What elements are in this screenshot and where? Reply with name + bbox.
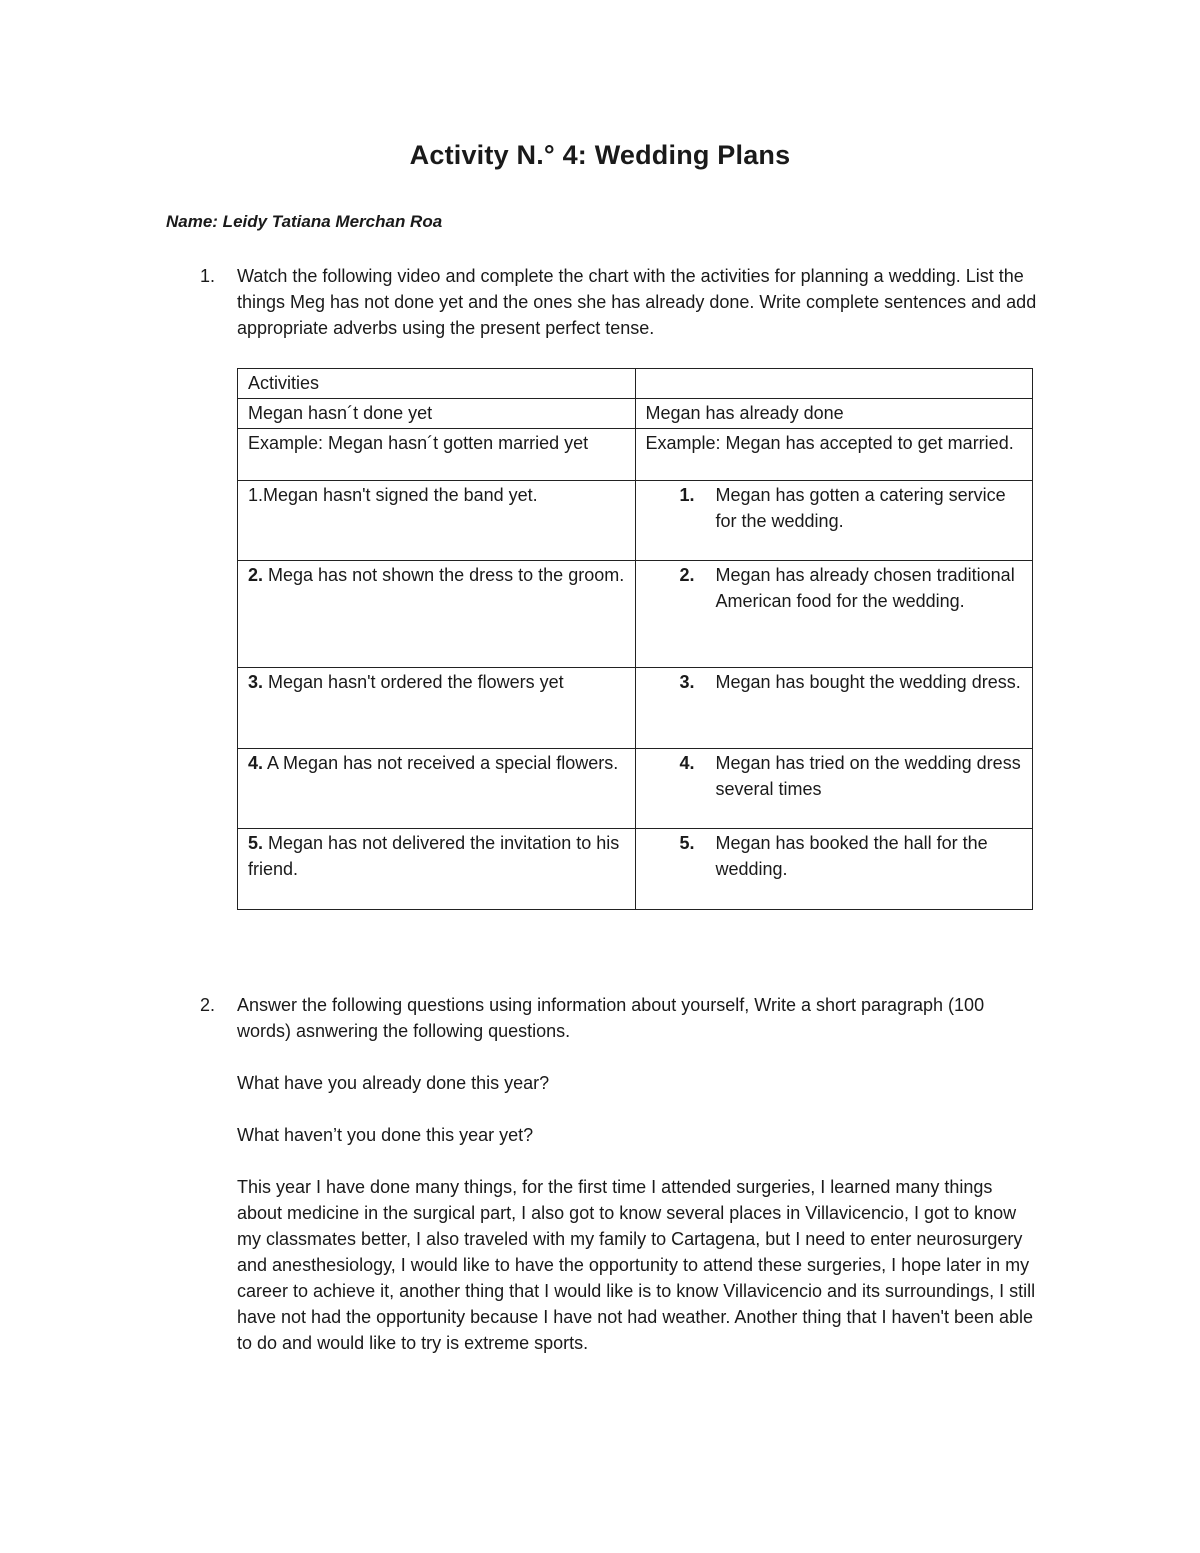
question-1 (200, 263, 1040, 341)
question-1-text: Watch the following video and complete the chart with the activities for planning a wedding. List the things Meg has not done yet and the ones she has already done. Write complete sentences and add appropriate adverbs using the present perfect tense. (237, 266, 1037, 338)
right-text: Megan has booked the hall for the wedding. (715, 833, 988, 879)
table-header-row (238, 369, 1033, 399)
right-number: 2. (679, 565, 695, 585)
table-header-cell: Activities (238, 369, 636, 399)
right-cell (635, 829, 1033, 910)
right-number: 5. (679, 833, 695, 853)
table-example-row (238, 429, 1033, 481)
right-number: 4. (679, 753, 695, 773)
right-cell (635, 749, 1033, 829)
left-text: 1.Megan hasn't signed the band yet. (248, 485, 538, 505)
student-name: Name: Leidy Tatiana Merchan Roa (166, 212, 443, 231)
left-number: 4. (248, 753, 264, 773)
left-number: 5. (248, 833, 264, 853)
right-text: Megan has tried on the wedding dress several times (715, 753, 1021, 799)
right-number: 3. (679, 672, 695, 692)
column-left-label: Megan hasn´t done yet (238, 399, 636, 429)
left-number: 3. (248, 672, 264, 692)
right-text: Megan has bought the wedding dress. (715, 672, 1021, 692)
left-text: Megan hasn't ordered the flowers yet (263, 672, 564, 692)
question-2-text: Answer the following questions using information about yourself, Write a short paragraph (100 words) asnwering the following questions. (237, 995, 985, 1041)
table-row (238, 829, 1033, 910)
table-column-row (238, 399, 1033, 429)
left-text: Mega has not shown the dress to the groom. (263, 565, 625, 585)
right-cell (635, 481, 1033, 561)
table-row (238, 749, 1033, 829)
table-row (238, 561, 1033, 668)
page-title: Activity N.° 4: Wedding Plans (409, 140, 791, 170)
table-header-empty-cell (635, 369, 1033, 399)
left-text: Megan has not delivered the invitation to his friend. (248, 833, 620, 879)
right-number: 1. (679, 485, 695, 505)
answer-paragraph: This year I have done many things, for the first time I attended surgeries, I learned many things about medicine in the surgical part, I also got to know several places in Villavicencio, I got to know my classmates better, I also traveled with my family to Cartagena, but I need to enter neurosurgery and anesthesiology, I would like to have the opportunity to attend these surgeries, I hope later in my career to achieve it, another thing that I would like is to know Villavicencio and its surroundings, I still have not had the opportunity because I have not had weather. Another thing that I haven't been able to do and would like to try is extreme sports. (237, 1177, 1036, 1353)
left-cell (238, 668, 636, 749)
column-right-label: Megan has already done (635, 399, 1033, 429)
table-row (238, 668, 1033, 749)
left-cell (238, 829, 636, 910)
left-number: 2. (248, 565, 264, 585)
sub-question-1: What have you already done this year? (237, 1073, 550, 1093)
left-text: A Megan has not received a special flowers. (263, 753, 619, 773)
left-cell (238, 481, 636, 561)
example-right: Example: Megan has accepted to get married. (635, 429, 1033, 481)
left-cell (238, 561, 636, 668)
question-2 (200, 992, 1040, 1356)
right-text: Megan has already chosen traditional American food for the wedding. (715, 565, 1015, 611)
question-1-number: 1. (200, 266, 216, 286)
left-cell (238, 749, 636, 829)
sub-question-2: What haven’t you done this year yet? (237, 1125, 534, 1145)
question-2-number: 2. (200, 995, 216, 1015)
example-left: Example: Megan hasn´t gotten married yet (238, 429, 636, 481)
right-text: Megan has gotten a catering service for the wedding. (715, 485, 1006, 531)
activities-table (237, 368, 1033, 910)
right-cell (635, 668, 1033, 749)
table-row (238, 481, 1033, 561)
right-cell (635, 561, 1033, 668)
